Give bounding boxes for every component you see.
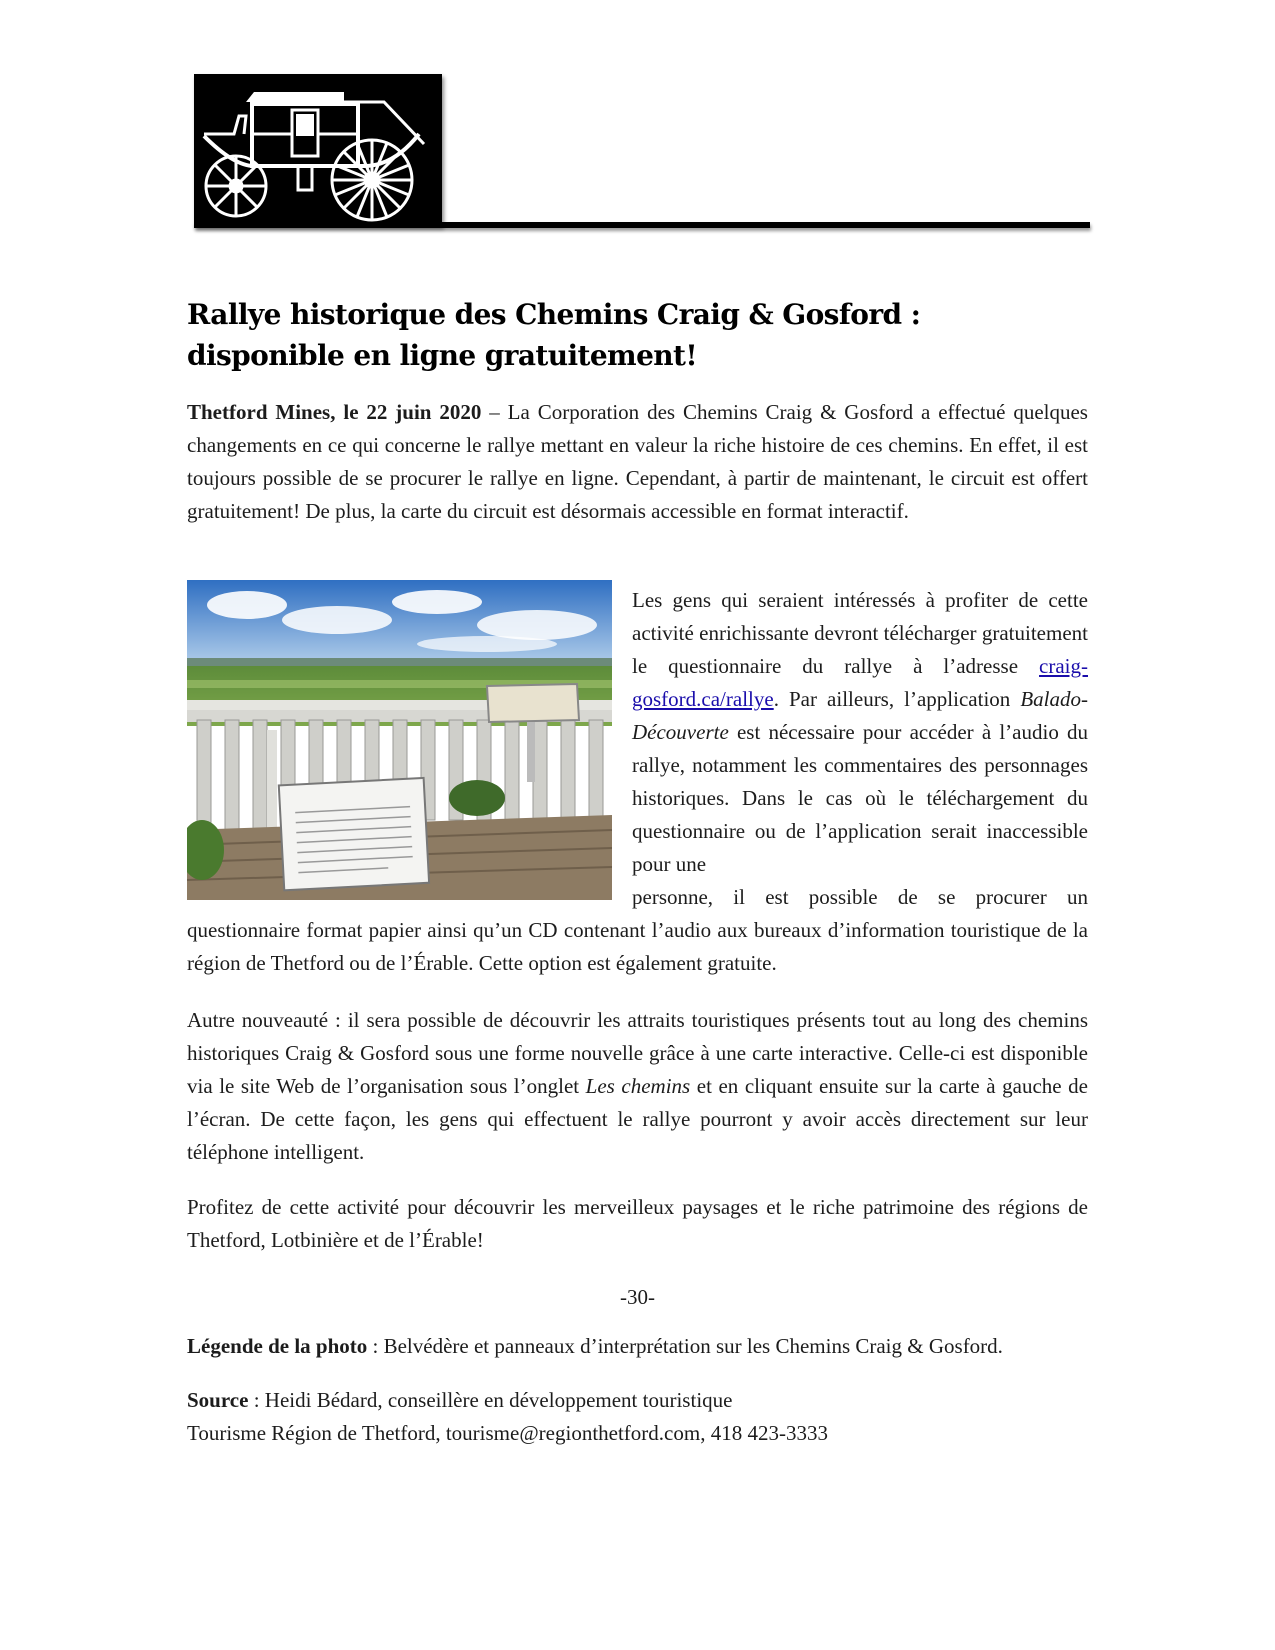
app-requirement-text: est nécessaire pour accéder à l’audio du rallye, notamment les commentaires des personnages historiques. Dans le cas où le téléchargement du questionnaire ou de l’application serait inaccessible pour une [632,720,1088,876]
interactive-map-paragraph [187,1004,1088,1169]
end-mark: -30- [620,1285,655,1309]
rallye-paper-option-text: questionnaire format papier ainsi qu’un CD contenant l’audio aux bureaux d’information touristique de la région de Thetford ou de l’Érable. Cette option est également gratuite. [187,918,1088,975]
intro-text: – La Corporation des Chemins Craig & Gosford a effectué quelques changements en ce qui concerne le rallye mettant en valeur la riche histoire de ces chemins. En effet, il est toujours possible de se procurer le rallye en ligne. Cependant, à partir de maintenant, le circuit est offert gratuitement! De plus, la carte du circuit est désormais accessible en format interactif. [187,400,1088,523]
rallye-download-paragraph [632,584,1088,914]
download-text: Les gens qui seraient intéressés à profiter de cette activité enrichissante devront télécharger gratuitement le questionnaire du rallye à l’adresse [632,588,1088,678]
app-intro-text: . Par ailleurs, l’application [773,687,1021,711]
stagecoach-icon [194,74,442,226]
source-block [187,1384,1088,1450]
stagecoach-logo [194,74,442,226]
caption-label: Légende de la photo [187,1334,368,1358]
source-text: : Heidi Bédard, conseillère en développement touristique [248,1388,733,1412]
dateline: Thetford Mines, le 22 juin 2020 [187,400,482,424]
title-line-1: Rallye historique des Chemins Craig & Gosford : [187,298,921,331]
source-label: Source [187,1388,249,1412]
closing-paragraph: Profitez de cette activité pour découvrir les merveilleux paysages et le riche patrimoine des régions de Thetford, Lotbinière et de l’Érable! [187,1195,1088,1252]
header-rule [194,222,1090,228]
caption-text: : Belvédère et panneaux d’interprétation sur les Chemins Craig & Gosford. [367,1334,1003,1358]
interactive-map-text-2: et en cliquant ensuite sur la carte à gauche de l’écran. De cette façon, les gens qui effectuent le rallye pourront y avoir accès directement sur leur téléphone intelligent. [187,1074,1088,1164]
title-line-2: disponible en ligne gratuitement! [187,339,698,372]
app-name: Balado-Découverte [632,687,1088,744]
interactive-map-text: Autre nouveauté : il sera possible de découvrir les attraits touristiques présents tout au long des chemins historiques Craig & Gosford sous une forme nouvelle grâce à une carte interactive. Celle-ci est disponible via le site Web de l’organisation sous l’onglet [187,1008,1088,1098]
photo-caption [187,1330,1088,1363]
rallye-link[interactable]: craig-gosford.ca/rallye [632,654,1088,711]
wrap-line: personne, il est possible de se procurer un [632,885,1088,909]
belvedere-photo [187,580,612,900]
press-release-title [187,294,1087,376]
source-contact: Tourisme Région de Thetford, tourisme@regionthetford.com, 418 423-3333 [187,1421,828,1445]
intro-paragraph [187,396,1088,528]
tab-name: Les chemins [585,1074,691,1098]
